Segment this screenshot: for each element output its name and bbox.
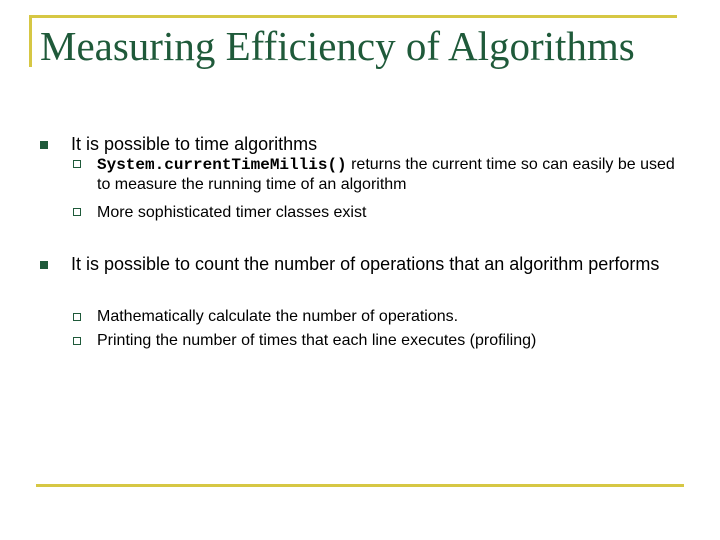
bullet-1-sub-2: More sophisticated timer classes exist [97,204,367,221]
bullet-1-sub-1-text: returns the current time so can easily be used to measure the running time of an algorithm [97,156,675,193]
filled-square-icon [40,141,48,149]
bullet-2-text: It is possible to count the number of operations that an algorithm performs [71,254,660,274]
hollow-square-icon [73,208,81,216]
bullet-2-sub-2: Printing the number of times that each line executes (profiling) [97,332,537,349]
code-snippet: System.currentTimeMillis() [97,156,347,174]
bullet-2-sub-1: Mathematically calculate the number of operations. [97,308,459,325]
hollow-square-icon [73,313,81,321]
filled-square-icon [40,261,48,269]
slide-title: Measuring Efficiency of Algorithms [40,23,635,69]
hollow-square-icon [73,337,81,345]
title-frame-top-line [29,15,677,18]
bullet-1-sub-1 [97,155,687,195]
bullet-1-text: It is possible to time algorithms [71,134,318,154]
footer-line [36,484,684,487]
hollow-square-icon [73,160,81,168]
title-frame-left-line [29,15,32,67]
